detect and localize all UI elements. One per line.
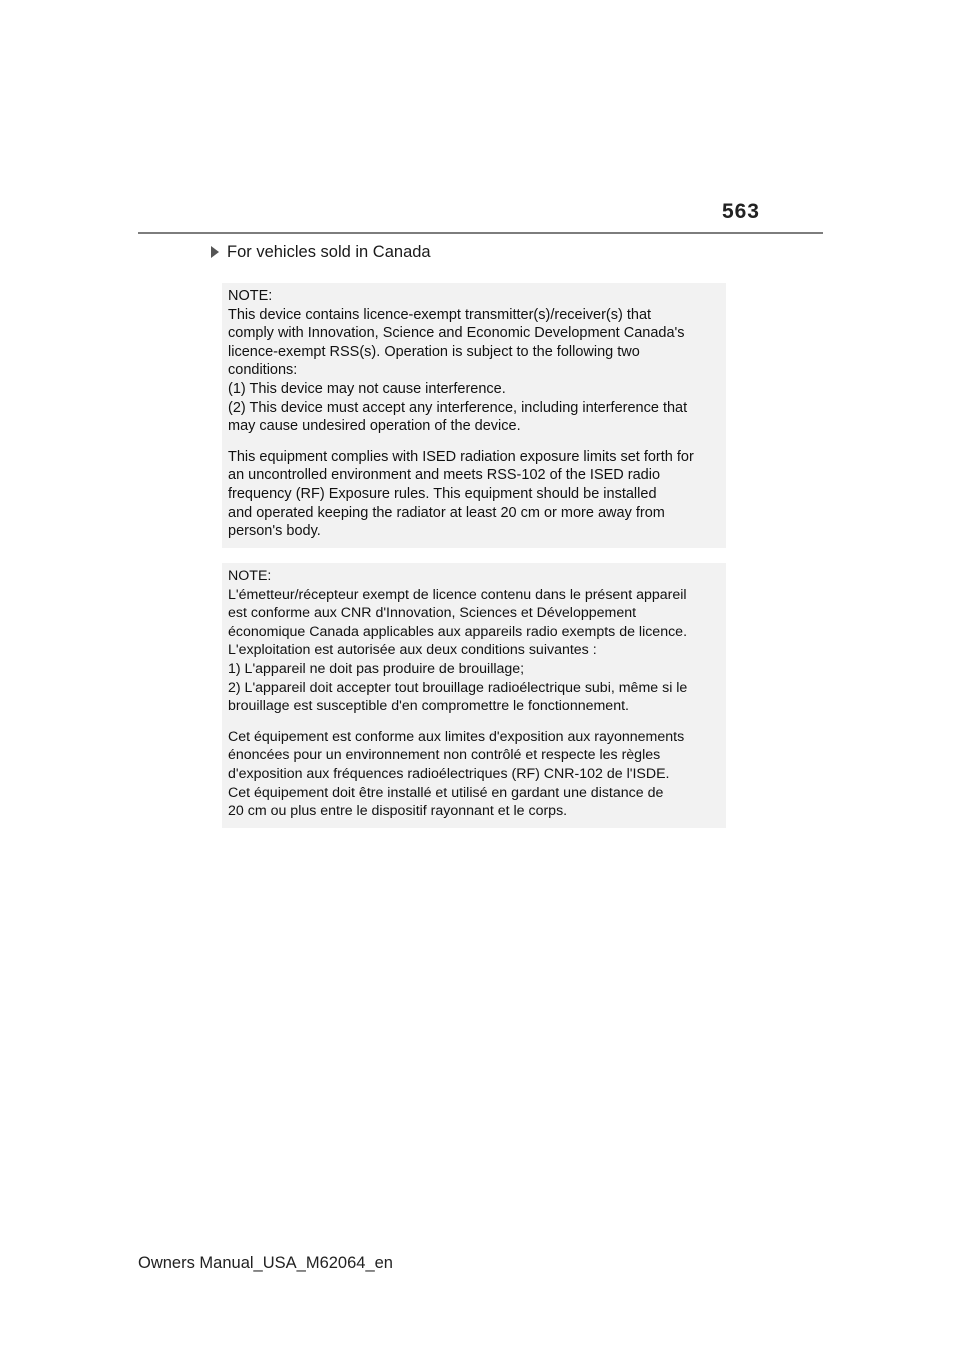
english-notice-box: [222, 283, 726, 548]
header-rule: [138, 232, 823, 234]
footer-manual-id: Owners Manual_USA_M62064_en: [138, 1254, 393, 1272]
triangle-bullet-icon: [211, 246, 219, 258]
french-notice-box: [222, 563, 726, 828]
french-exposure-paragraph: Cet équipement est conforme aux limites d'exposition aux rayonnements énoncées pour un environnement non contrôlé et respecte les règles d'exposition aux fréquences radioélectriques (RF) CNR-102 de l'ISDE. Cet équipement doit être installé et utilisé en gardant une distance de 20 cm ou plus entre le dispositif rayonnant et le corps.: [228, 728, 685, 820]
section-heading: [211, 243, 431, 262]
page-number: 563: [721, 200, 760, 223]
section-heading-text: For vehicles sold in Canada: [227, 243, 431, 261]
english-exposure-paragraph: This equipment complies with ISED radiation exposure limits set forth for an uncontrolled environment and meets RSS-102 of the ISED radio frequency (RF) Exposure rules. This equipment should be installed and operated keeping the radiator at least 20 cm or more away from person's body.: [228, 448, 694, 540]
french-notice-paragraph: NOTE: L'émetteur/récepteur exempt de licence contenu dans le présent appareil est conforme aux CNR d'Innovation, Sciences et Développement économique Canada applicables aux appareils radio exempts de licence. L'exploitation est autorisée aux deux conditions suivantes : 1) L'appareil ne doit pas produire de brouillage; 2) L'appareil doit accepter tout brouillage radioélectrique subi, même si le brouillage est susceptible d'en compromettre le fonctionnement.: [228, 568, 688, 715]
english-notice-paragraph: NOTE: This device contains licence-exempt transmitter(s)/receiver(s) that comply with Innovation, Science and Economic Development Canada's licence-exempt RSS(s). Operation is subject to the following two conditions: (1) This device may not cause interference. (2) This device must accept any interference, including interference that may cause undesired operation of the device.: [228, 288, 688, 435]
